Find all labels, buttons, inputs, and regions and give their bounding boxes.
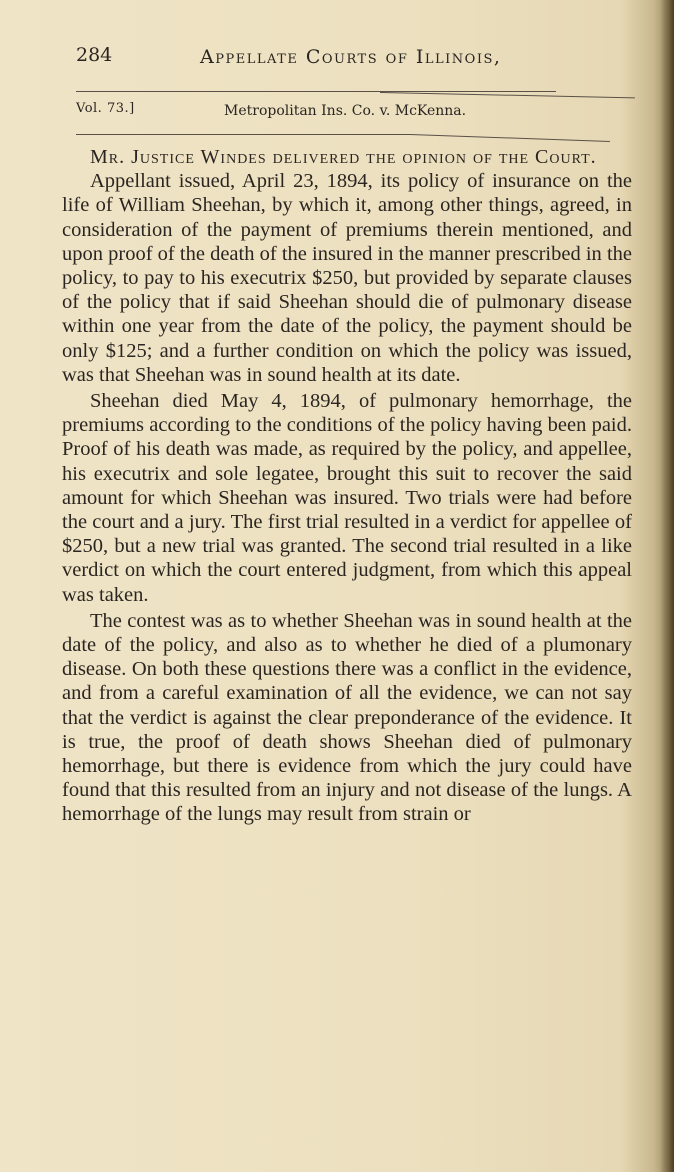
header-rule-bottom-extension [410, 134, 610, 142]
opinion-paragraph-3: The contest was as to whether Sheehan was in sound health at the date of the policy, and also as to whether he died of a plumonary disease. On both these questions there was a conflict in the evidence, and from a careful examination of all the evidence, we can not say that the verdict is against the clear preponderance of the evidence. It is true, the proof of death shows Sheehan died of pulmonary hemorrhage, but there is evidence from which the jury could have found that this resulted from an injury and not disease of the lungs. A hemorrhage of the lungs may result from strain or [62, 609, 632, 826]
header-rule-top-extension [380, 92, 635, 98]
running-title: Appellate Courts of Illinois, [200, 46, 502, 68]
volume-label: Vol. 73.] [76, 101, 135, 116]
header-rule-top [76, 91, 556, 92]
page-number: 284 [76, 44, 113, 66]
header-rule-bottom [76, 134, 411, 135]
case-title: Metropolitan Ins. Co. v. McKenna. [224, 103, 467, 119]
book-spine-shadow [660, 0, 674, 1172]
opinion-paragraph-1: Appellant issued, April 23, 1894, its policy of insurance on the life of William Sheehan, by which it, among other things, agreed, in consideration of the payment of premiums therein mentioned, and upon proof of the death of the insured in the manner prescribed in the policy, to pay to his executrix $250, but provided by separate clauses of the policy that if said Sheehan should die of pulmonary disease within one year from the date of the policy, the payment should be only $125; and a further condition on which the policy was issued, was that Sheehan was in sound health at its date. [62, 170, 632, 386]
opinion-heading: Mr. Justice Windes delivered the opinion of the Court. [90, 146, 597, 168]
opinion-paragraph-2: Sheehan died May 4, 1894, of pulmonary hemorrhage, the premiums according to the conditions of the policy having been paid. Proof of his death was made, as required by the policy, and appellee, his executrix and sole legatee, brought this suit to recover the said amount for which Sheehan was insured. Two trials were had before the court and a jury. The first trial resulted in a verdict for appellee of $250, but a new trial was granted. The second trial resulted in a like verdict on which the court entered judgment, from which this appeal was taken. [62, 390, 632, 606]
opinion-body [62, 145, 632, 827]
